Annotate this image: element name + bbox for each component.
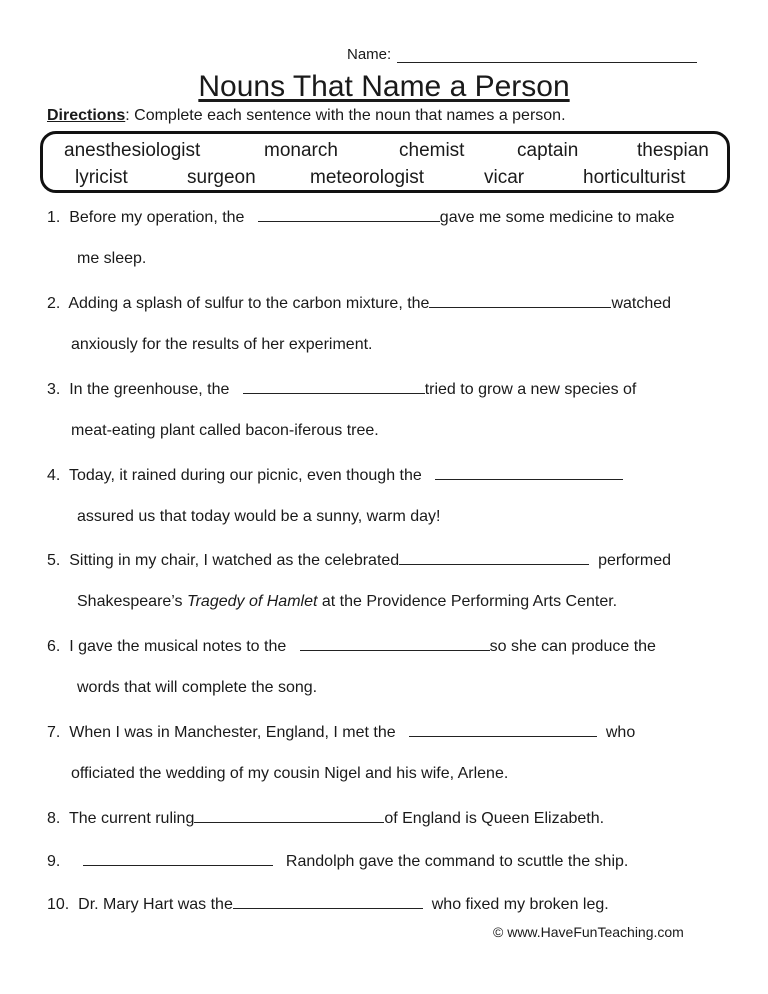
question-number: 2.: [47, 295, 61, 312]
question-number: 3.: [47, 381, 61, 398]
question-number: 1.: [47, 209, 61, 226]
answer-blank[interactable]: [435, 465, 623, 480]
question-5: 5. Sitting in my chair, I watched as the celebrated performed: [47, 552, 671, 569]
answer-blank[interactable]: [83, 851, 273, 866]
word-bank-item: lyricist: [75, 167, 128, 188]
question-9: 9. Randolph gave the command to scuttle the ship.: [47, 853, 629, 870]
word-bank-item: anesthesiologist: [64, 140, 201, 161]
word-bank-item: surgeon: [187, 167, 256, 188]
answer-blank[interactable]: [243, 379, 425, 394]
question-3: 3. In the greenhouse, the tried to grow a new species of: [47, 381, 637, 398]
question-number: 6.: [47, 638, 61, 655]
page-title: Nouns That Name a Person: [198, 70, 570, 103]
question-number: 5.: [47, 552, 61, 569]
answer-blank[interactable]: [258, 207, 440, 222]
question-number: 9.: [47, 853, 61, 870]
word-bank: [40, 131, 730, 193]
question-7: 7. When I was in Manchester, England, I met the who: [47, 724, 636, 741]
question-4-continuation: assured us that today would be a sunny, warm day!: [77, 508, 441, 525]
word-bank-item: meteorologist: [310, 167, 425, 188]
name-input-line[interactable]: [397, 48, 697, 63]
word-bank-item: chemist: [399, 140, 465, 161]
answer-blank[interactable]: [300, 636, 490, 651]
copyright-footer: © www.HaveFunTeaching.com: [493, 924, 684, 940]
question-6-continuation: words that will complete the song.: [77, 679, 318, 696]
directions: [47, 107, 566, 125]
name-label: Name:: [347, 46, 392, 63]
question-8: 8. The current ruling of England is Queen Elizabeth.: [47, 810, 605, 827]
answer-blank[interactable]: [399, 550, 589, 565]
answer-blank[interactable]: [409, 722, 597, 737]
word-bank-item: vicar: [484, 167, 525, 188]
question-5-continuation: Shakespeare’s Tragedy of Hamlet at the Providence Performing Arts Center.: [77, 593, 618, 610]
word-bank-item: thespian: [637, 140, 709, 161]
question-7-continuation: officiated the wedding of my cousin Nigel and his wife, Arlene.: [71, 765, 509, 782]
directions-text: : Complete each sentence with the noun that names a person.: [125, 107, 566, 124]
question-number: 8.: [47, 810, 61, 827]
answer-blank[interactable]: [429, 293, 611, 308]
question-1-continuation: me sleep.: [77, 250, 147, 267]
question-10: 10. Dr. Mary Hart was the who fixed my broken leg.: [47, 896, 609, 913]
answer-blank[interactable]: [194, 808, 384, 823]
question-6: 6. I gave the musical notes to the so she can produce the: [47, 638, 656, 655]
question-3-continuation: meat-eating plant called bacon-iferous tree.: [71, 422, 379, 439]
play-title: Tragedy of Hamlet: [187, 593, 318, 610]
question-2-continuation: anxiously for the results of her experiment.: [71, 336, 373, 353]
answer-blank[interactable]: [233, 894, 423, 909]
question-number: 7.: [47, 724, 61, 741]
question-number: 10.: [47, 896, 70, 913]
directions-label: Directions: [47, 107, 126, 124]
question-1: 1. Before my operation, the gave me some medicine to make: [47, 209, 675, 226]
word-bank-item: horticulturist: [583, 167, 686, 188]
name-field-row: [347, 46, 697, 63]
word-bank-item: monarch: [264, 140, 338, 161]
question-2: 2. Adding a splash of sulfur to the carbon mixture, the watched: [47, 295, 672, 312]
word-bank-item: captain: [517, 140, 579, 161]
question-number: 4.: [47, 467, 61, 484]
question-4: 4. Today, it rained during our picnic, even though the: [47, 465, 623, 485]
